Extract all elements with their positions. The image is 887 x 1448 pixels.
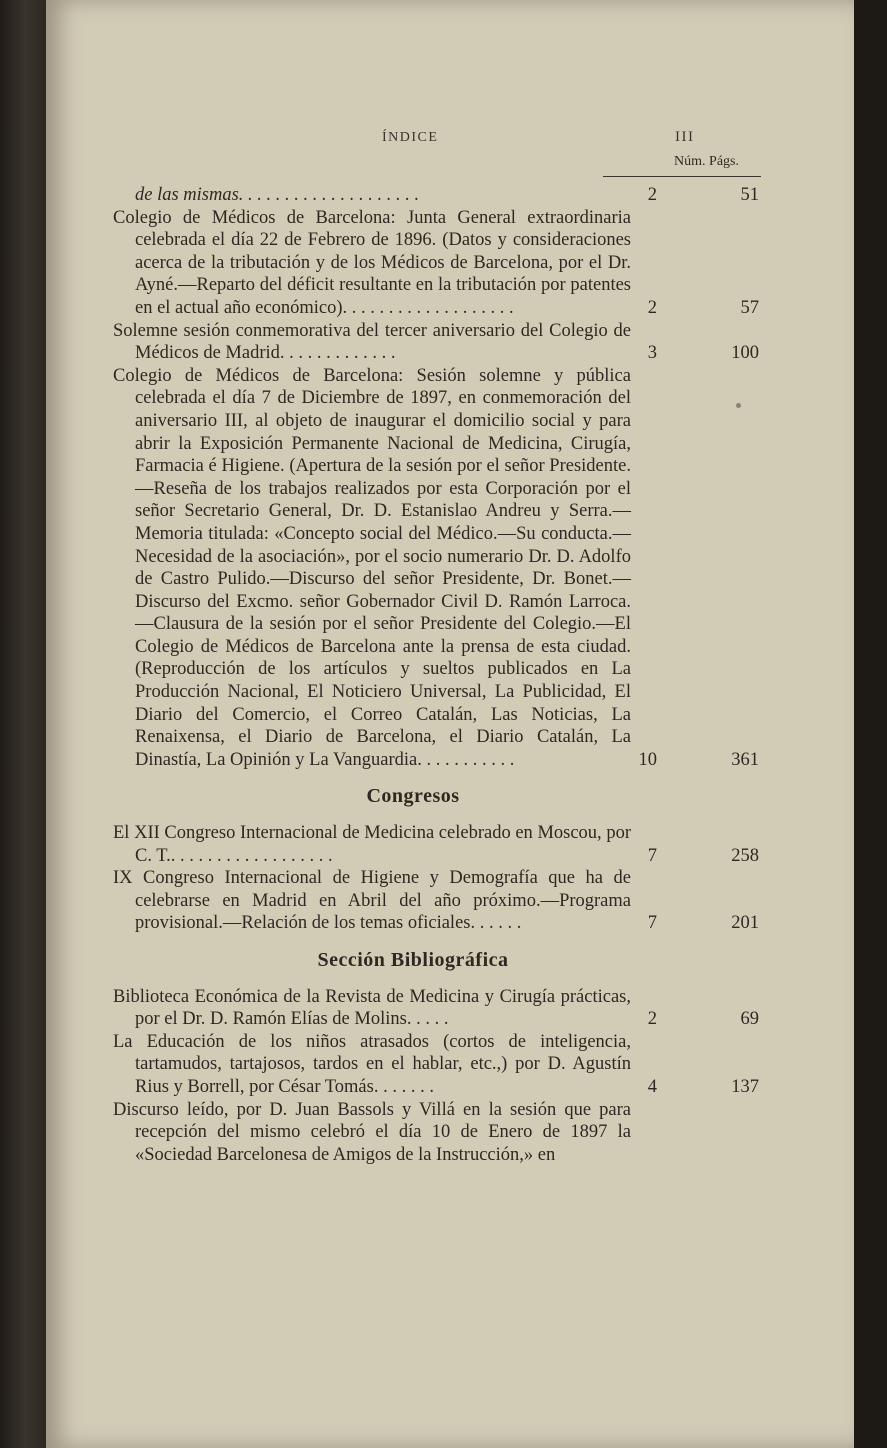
page-number: III <box>675 129 695 145</box>
entry-text: Colegio de Médicos de Barcelona: Junta General extraordinaria celebrada el día 22 de Febrero de 1896. (Datos y consideraciones acerca de la tributación y de los Médicos de Barcelona, por el Dr. Ayné.—Reparto del déficit resultante en la tributación por patentes en el actual año económico). . . . . . . . . . . . . . . . . . . <box>113 207 631 318</box>
index-entry <box>113 184 759 207</box>
index-entry <box>113 320 759 365</box>
page-title: ÍNDICE <box>382 130 439 145</box>
entry-text: de las mismas. . . . . . . . . . . . . . . . . . . . <box>135 185 420 205</box>
entry-text: Biblioteca Económica de la Revista de Medicina y Cirugía prácticas, por el Dr. D. Ramón Elías de Molins. . . . . <box>113 986 631 1030</box>
entry-num: 3 <box>647 343 657 364</box>
paper-spot <box>736 403 741 408</box>
entry-page: 361 <box>731 749 759 770</box>
entry-text: IX Congreso Internacional de Higiene y Demografía que ha de celebrarse en Madrid en Abril del año próximo.—Programa provisional.—Relación de los temas oficiales. . . . . . <box>113 868 631 934</box>
entry-text: Discurso leído, por D. Juan Bassols y Villá en la sesión que para recepción del mismo celebró el día 10 de Enero de 1897 la «Sociedad Barcelonesa de Amigos de la Instrucción,» en <box>113 1099 631 1165</box>
page-header <box>46 126 854 150</box>
index-entry <box>113 207 759 320</box>
column-headers <box>619 154 739 174</box>
entry-page: 137 <box>731 1076 759 1097</box>
column-num-label: Núm. <box>674 154 706 169</box>
entry-page: 201 <box>731 913 759 934</box>
entry-num: 10 <box>638 749 657 770</box>
book-binding <box>0 0 46 1448</box>
section-heading: Sección Bibliográfica <box>317 949 509 971</box>
entry-text: El XII Congreso Internacional de Medicina celebrado en Moscou, por C. T.. . . . . . . . . . . . . . . . . . <box>113 823 631 866</box>
entry-num: 7 <box>647 845 657 866</box>
entry-text: Colegio de Médicos de Barcelona: Sesión solemne y pública celebrada el día 7 de Diciembre de 1897, en conmemoración del aniversario III, al objeto de inaugurar el domicilio social y para abrir la Exposición Permanente Nacional de Medicina, Cirugía, Farmacia é Higiene. (Apertura de la sesión por el señor Presidente.—Reseña de los trabajos realizados por esta Corporación por el señor Secretario General, Dr. D. Estanislao Andreu y Serra.—Memoria titulada: «Concepto social del Médico.—Su conducta.—Necesidad de la asociación», por el socio numerario Dr. D. Adolfo de Castro Pulido.—Discurso del señor Presidente, Dr. Bonet.—Discurso del Excmo. señor Gobernador Civil D. Ramón Larroca.—Clausura de la sesión por el señor Presidente del Colegio.—El Colegio de Médicos de Barcelona ante la prensa de esta ciudad. (Reproducción de los artículos y sueltos publicados en La Producción Nacional, El Noticiero Universal, La Publicidad, El Diario del Comercio, el Correo Catalán, Las Noticias, La Renaixensa, el Diario de Barcelona, el Diario Catalán, La Dinastía, La Opinión y La Vanguardia. . . . . . . . . . . <box>113 365 631 770</box>
document-page <box>46 0 854 1448</box>
index-entry <box>113 1099 631 1167</box>
column-pags-label: Págs. <box>709 154 739 169</box>
entry-text: La Educación de los niños atrasados (cortos de inteligencia, tartamudos, tartajosos, tardos en el hablar, etc.,) por D. Agustín Rius y Borrell, por César Tomás. . . . . . . <box>113 1031 631 1097</box>
entry-num: 2 <box>647 185 657 205</box>
entry-page: 258 <box>731 845 759 866</box>
entry-page: 57 <box>740 297 759 318</box>
entry-page: 69 <box>740 1009 759 1030</box>
index-entry <box>113 986 759 1031</box>
section-heading: Congresos <box>366 785 460 808</box>
entry-page: 51 <box>740 185 759 205</box>
page-edge <box>854 0 887 1448</box>
entry-page: 100 <box>731 343 759 364</box>
entry-text: Solemne sesión conmemorativa del tercer aniversario del Colegio de Médicos de Madrid. . . . . . . . . . . . . <box>113 320 631 364</box>
index-entry <box>113 822 759 867</box>
entry-num: 4 <box>647 1076 657 1097</box>
header-rule <box>603 176 761 177</box>
index-content <box>113 184 759 1166</box>
entry-num: 2 <box>647 1009 657 1030</box>
entry-num: 2 <box>647 297 657 318</box>
index-entry <box>113 867 759 935</box>
index-entry <box>113 365 759 772</box>
index-entry <box>113 1031 759 1099</box>
entry-num: 7 <box>647 913 657 934</box>
